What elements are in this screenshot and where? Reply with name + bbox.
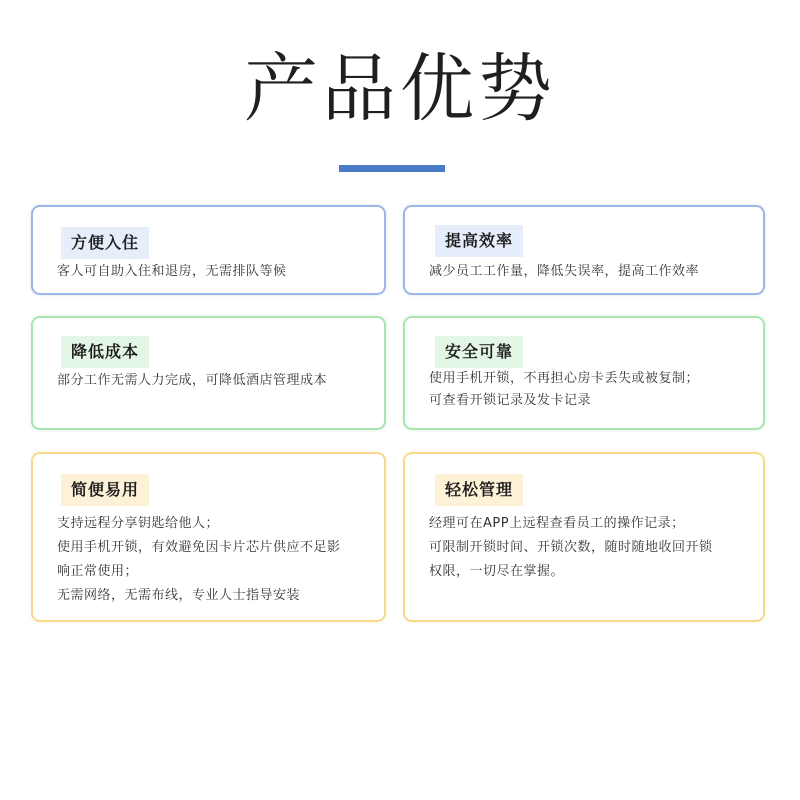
card-title: 降低成本 (61, 336, 149, 368)
card-description (57, 261, 287, 283)
feature-card-convenient-checkin (31, 205, 386, 295)
page-title: 产品优势 (244, 46, 556, 132)
card-description (429, 512, 713, 584)
feature-card-efficiency (403, 205, 765, 295)
feature-card-management (403, 452, 765, 622)
card-title: 方便入住 (61, 227, 149, 259)
description-line: 客人可自助入住和退房，无需排队等候 (57, 264, 287, 279)
description-line: 支持远程分享钥匙给他人； (57, 516, 220, 531)
feature-card-security (403, 316, 765, 430)
description-line: 使用手机开锁，不再担心房卡丢失或被复制； (429, 371, 700, 386)
description-line: 无需网络，无需布线，专业人士指导安装 (57, 588, 301, 603)
description-line: 部分工作无需人力完成，可降低酒店管理成本 (57, 373, 328, 388)
card-title: 提高效率 (435, 225, 523, 257)
card-title: 轻松管理 (435, 474, 523, 506)
description-line: 减少员工工作量，降低失误率，提高工作效率 (429, 264, 700, 279)
title-underline (339, 165, 445, 172)
card-description (57, 370, 327, 392)
feature-card-easy-use (31, 452, 386, 622)
description-line: 权限，一切尽在掌握。 (429, 564, 565, 579)
description-line: 经理可在APP上远程查看员工的操作记录； (429, 516, 685, 531)
description-line: 响正常使用； (57, 564, 139, 579)
feature-card-cost (31, 316, 386, 430)
description-line: 可查看开锁记录及发卡记录 (429, 393, 592, 408)
card-description (429, 368, 699, 412)
description-line: 使用手机开锁，有效避免因卡片芯片供应不足影 (57, 540, 341, 555)
description-line: 可限制开锁时间、开锁次数，随时随地收回开锁 (429, 540, 713, 555)
card-title: 安全可靠 (435, 336, 523, 368)
card-description (429, 261, 699, 283)
card-title: 简便易用 (61, 474, 149, 506)
card-description (57, 512, 341, 608)
